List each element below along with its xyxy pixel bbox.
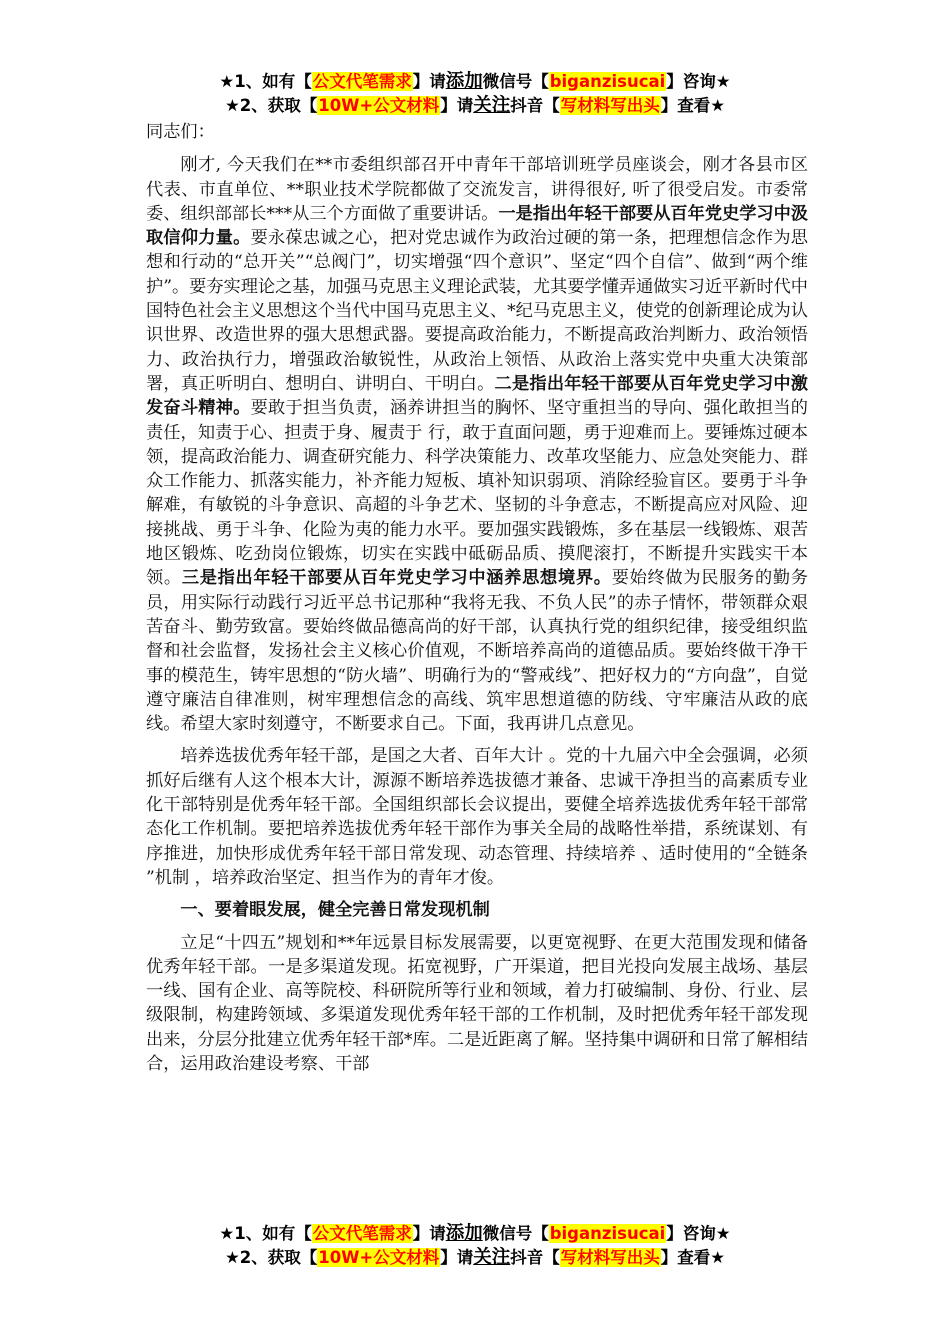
banner-text: 抖音【 (510, 96, 560, 115)
banner-text: ★1、如有【 (219, 72, 312, 91)
banner-text: ★2、获取【 (224, 96, 318, 115)
banner-emphasis: 关注 (473, 95, 511, 116)
banner-highlight-wechat-id: biganzisucai (549, 1224, 666, 1243)
banner-text: 】查看★ (660, 1248, 726, 1267)
paragraph-discovery-mechanism: 立足“十四五”规划和**年远景目标发展需要，以更宽视野、在更大范围发现和储备优秀年轻干部。一是多渠道发现。拓宽视野，广开渠道，把目光投向发展主战场、基层一线、国有企业、高等院校、科研院所等行业和领域，着力打破编制、身份、行业、层级限制，构建跨领域、多渠道发现优秀年轻干部的工作机制，及时把优秀年轻干部发现出来，分层分批建立优秀年轻干部*库。二是近距离了解。坚持集中调研和日常了解相结合，运用政治建设考察、干部 (146, 932, 808, 1074)
salutation: 同志们： (146, 122, 215, 142)
banner-highlight-wechat-id: biganzisucai (549, 72, 666, 91)
banner-text: 抖音【 (510, 1248, 560, 1267)
banner-text: 微信号【 (482, 1224, 549, 1243)
banner-text: ★2、获取【 (224, 1248, 318, 1267)
banner-highlight-douyin-account: 写材料写出头 (560, 96, 660, 115)
key-point-1: 一是指出年轻干部要从百年党史学习中汲取信仰力量。 (146, 203, 808, 249)
section-heading-1: 一、要着眼发展，健全完善日常发现机制 (180, 900, 490, 921)
banner-emphasis: 关注 (473, 1247, 511, 1268)
banner-text: ★1、如有【 (219, 1224, 312, 1243)
promo-banner-bottom-line-2 (0, 1246, 950, 1270)
paragraph-cadre-selection: 培养选拔优秀年轻干部，是国之大者、百年大计 。党的十九届六中全会强调，必须抓好后继有人这个根本大计，源源不断培养选拔德才兼备、忠诚干净担当的高素质专业化干部特别是优秀年轻干部。全国组织部长会议提出，要健全培养选拔优秀年轻干部常态化工作机制。要把培养选拔优秀年轻干部作为事关全局的战略性举措，系统谋划、有序推进，加快形成优秀年轻干部日常发现、动态管理、持续培养 、适时使用的“全链条 ”机制 ，培养政治坚定、担当作为的青年才俊。 (146, 746, 808, 888)
promo-banner-top-line-1 (0, 70, 950, 94)
banner-text: 】请 (412, 1224, 446, 1243)
banner-highlight: 公文代笔需求 (312, 1224, 412, 1243)
promo-banner-bottom-line-1 (0, 1222, 950, 1246)
banner-text: 】请 (440, 1248, 474, 1267)
document-body (146, 120, 808, 1084)
banner-text: 】查看★ (660, 96, 726, 115)
banner-emphasis: 添加 (445, 1223, 483, 1244)
banner-text: 】咨询★ (666, 1224, 731, 1243)
banner-highlight: 10W+公文材料 (318, 96, 440, 115)
banner-text: 】请 (412, 72, 446, 91)
banner-highlight-douyin-account: 写材料写出头 (560, 1248, 660, 1267)
paragraph-text: 刚才, 今天我们在**市委组织部召开中青年干部培训班学员座谈会，刚才各县市区代表、市直单位、**职业技术学院都做了交流发言，讲得很好, 听了很受启发。市委常委、组织部部长***从三个方面做了重要讲话。 (146, 155, 808, 224)
key-point-2: 二是指出年轻干部要从百年党史学习中激发奋斗精神。 (146, 373, 808, 419)
paragraph-text: 要永葆忠诚之心，把对党忠诚作为政治过硬的第一条，把理想信念作为思想和行动的“总开关”“总阀门”，切实增强“四个意识”、坚定“四个自信”、做到“两个维护”。要夯实理论之基，加强马克思主义理论武装，尤其要学懂弄通做实习近平新时代中国特色社会主义思想这个当代中国马克思主义、*纪马克思主义，使党的创新理论成为认识世界、改造世界的强大思想武器。要提高政治能力，不断提高政治判断力、政治领悟力、政治执行力，增强政治敏锐性，从政治上领悟、从政治上落实党中央重大决策部署，真正听明白、想明白、讲明白、干明白。 (146, 228, 808, 394)
banner-highlight: 10W+公文材料 (318, 1248, 440, 1267)
paragraph-opening (146, 153, 808, 736)
paragraph-text: 要始终做为民服务的勤务员，用实际行动践行习近平总书记那种“我将无我、不负人民”的赤子情怀，带领群众艰苦奋斗、勤劳致富。要始终做品德高尚的好干部，认真执行党的组织纪律，接受组织监督和社会监督，发扬社会主义核心价值观，不断培养高尚的道德品质。要始终做干净干事的模范生，铸牢思想的“防火墙”、明确行为的“警戒线”、把好权力的“方向盘”，自觉遵守廉洁自律准则，树牢理想信念的高线、筑牢思想道德的防线、守牢廉洁从政的底线。希望大家时刻遵守，不断要求自己。下面，我再讲几点意见。 (146, 568, 808, 735)
paragraph-text: 要敢于担当负责，涵养讲担当的胸怀、坚守重担当的导向、强化敢担当的责任，知责于心、担责于身、履责于 行，敢于直面问题，勇于迎难而上。要锤炼过硬本领，提高政治能力、调查研究能力、科学决策能力、改革攻坚能力、应急处突能力、群众工作能力、抓落实能力，补齐能力短板、填补知识弱项、消除经验盲区。要勇于斗争解难，有敏锐的斗争意识、高超的斗争艺术、坚韧的斗争意志，不断提高应对风险、迎接挑战、勇于斗争、化险为夷的能力水平。要加强实践锻炼，多在基层一线锻炼、艰苦地区锻炼、吃劲岗位锻炼，切实在实践中砥砺品质、摸爬滚打，不断提升实践实干本领。 (146, 398, 808, 589)
banner-text: 】请 (440, 96, 474, 115)
banner-text: 】咨询★ (666, 72, 731, 91)
banner-highlight: 公文代笔需求 (312, 72, 412, 91)
promo-banner-top-line-2 (0, 94, 950, 118)
banner-text: 微信号【 (482, 72, 549, 91)
key-point-3: 三是指出年轻干部要从百年党史学习中涵养思想境界。 (181, 568, 612, 589)
banner-emphasis: 添加 (445, 71, 483, 92)
